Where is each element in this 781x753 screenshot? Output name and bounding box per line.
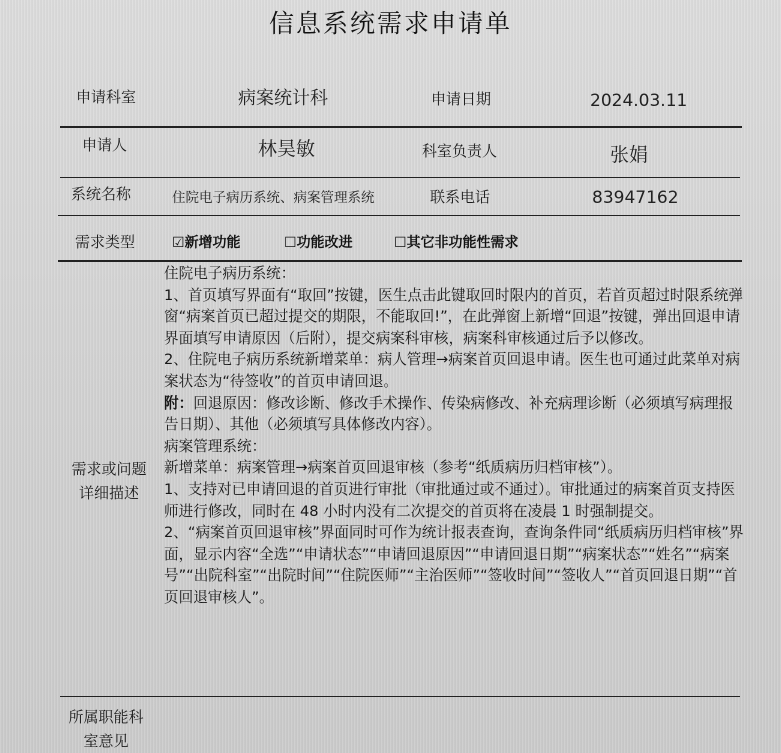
system-name-value: 住院电子病历系统、病案管理系统 bbox=[172, 190, 375, 206]
divider bbox=[58, 260, 742, 262]
applicant-label: 申请人 bbox=[82, 136, 128, 154]
checkbox-label: 其它非功能性需求 bbox=[406, 235, 519, 251]
date-label: 申请日期 bbox=[431, 90, 492, 108]
mr-menu: 新增菜单：病案管理→病案首页回退审核（参考“纸质病历归档审核”）。 bbox=[164, 459, 622, 477]
checkbox-label: 新增功能 bbox=[184, 235, 241, 251]
unchecked-box-icon: ☐ bbox=[284, 235, 297, 251]
applicant-value: 林昊敏 bbox=[258, 138, 316, 160]
detail-label-line1: 需求或问题 bbox=[71, 460, 147, 478]
mr-section-title: 病案管理系统： bbox=[164, 437, 267, 455]
divider bbox=[60, 696, 740, 697]
divider bbox=[60, 177, 740, 178]
checkbox-label: 功能改进 bbox=[296, 235, 353, 251]
divider bbox=[58, 215, 740, 216]
appendix-paragraph bbox=[164, 393, 744, 436]
phone-value: 83947162 bbox=[592, 188, 679, 208]
mr-item-2: 2、“病案首页回退审核”界面同时可作为统计报表查询，查询条件同“纸质病历归档审核”界面，显示内容“全选”“申请状态”“申请回退原因”“申请回退日期”“病案状态”“姓名”“病案号”“出院科室”“出院时间”“住院医师”“主治医师”“签收时间”“签收人”“首页回退日期”“首页回退审核人”。 bbox=[164, 524, 744, 606]
divider bbox=[60, 126, 742, 128]
department-value: 病案统计科 bbox=[238, 88, 328, 109]
appendix-text: 回退原因：修改诊断、修改手术操作、传染病修改、补充病理诊断（必须填写病理报告日期）、其他（必须填写具体修改内容）。 bbox=[164, 394, 734, 434]
emr-section-title: 住院电子病历系统： bbox=[164, 265, 296, 282]
unchecked-box-icon: ☐ bbox=[394, 235, 407, 251]
department-head-label: 科室负责人 bbox=[422, 142, 498, 160]
checkbox-improvement[interactable] bbox=[284, 232, 353, 252]
phone-label: 联系电话 bbox=[430, 188, 491, 206]
system-name-label: 系统名称 bbox=[71, 185, 132, 203]
detail-label-line2: 详细描述 bbox=[78, 484, 139, 502]
emr-item-1: 1、首页填写界面有“取回”按键，医生点击此键取回时限内的首页，若首页超过时限系统弹窗“病案首页已超过提交的期限，不能取回!”，在此弹窗上新增“回退”按键，弹出回退申请界面填写申请原因（后附），提交病案科审核，病案科审核通过后予以修改。 bbox=[164, 286, 743, 347]
checkbox-new-feature[interactable] bbox=[172, 232, 241, 252]
form-title: 信息系统需求申请单 bbox=[268, 9, 512, 38]
emr-item-2: 2、住院电子病历系统新增菜单：病人管理→病案首页回退申请。医生也可通过此菜单对病案状态为“待签收”的首页申请回退。 bbox=[164, 351, 741, 390]
date-value: 2024.03.11 bbox=[590, 91, 688, 111]
checked-box-icon: ☑ bbox=[172, 235, 185, 251]
department-head-value: 张娟 bbox=[610, 144, 649, 166]
department-label: 申请科室 bbox=[76, 88, 137, 106]
opinion-label-line2: 室意见 bbox=[83, 732, 129, 750]
mr-item-1: 1、支持对已申请回退的首页进行审批（审批通过或不通过）。审批通过的病案首页支持医师进行修改，同时在 48 小时内没有二次提交的首页将在凌晨 1 时强制提交。 bbox=[164, 480, 736, 520]
department-opinion-label bbox=[56, 705, 156, 753]
appendix-label: 附： bbox=[164, 394, 194, 412]
request-type-label: 需求类型 bbox=[75, 233, 136, 251]
detail-label bbox=[64, 457, 154, 505]
opinion-label-line1: 所属职能科 bbox=[68, 708, 144, 726]
detail-description bbox=[164, 263, 744, 609]
checkbox-non-functional[interactable] bbox=[394, 232, 519, 252]
